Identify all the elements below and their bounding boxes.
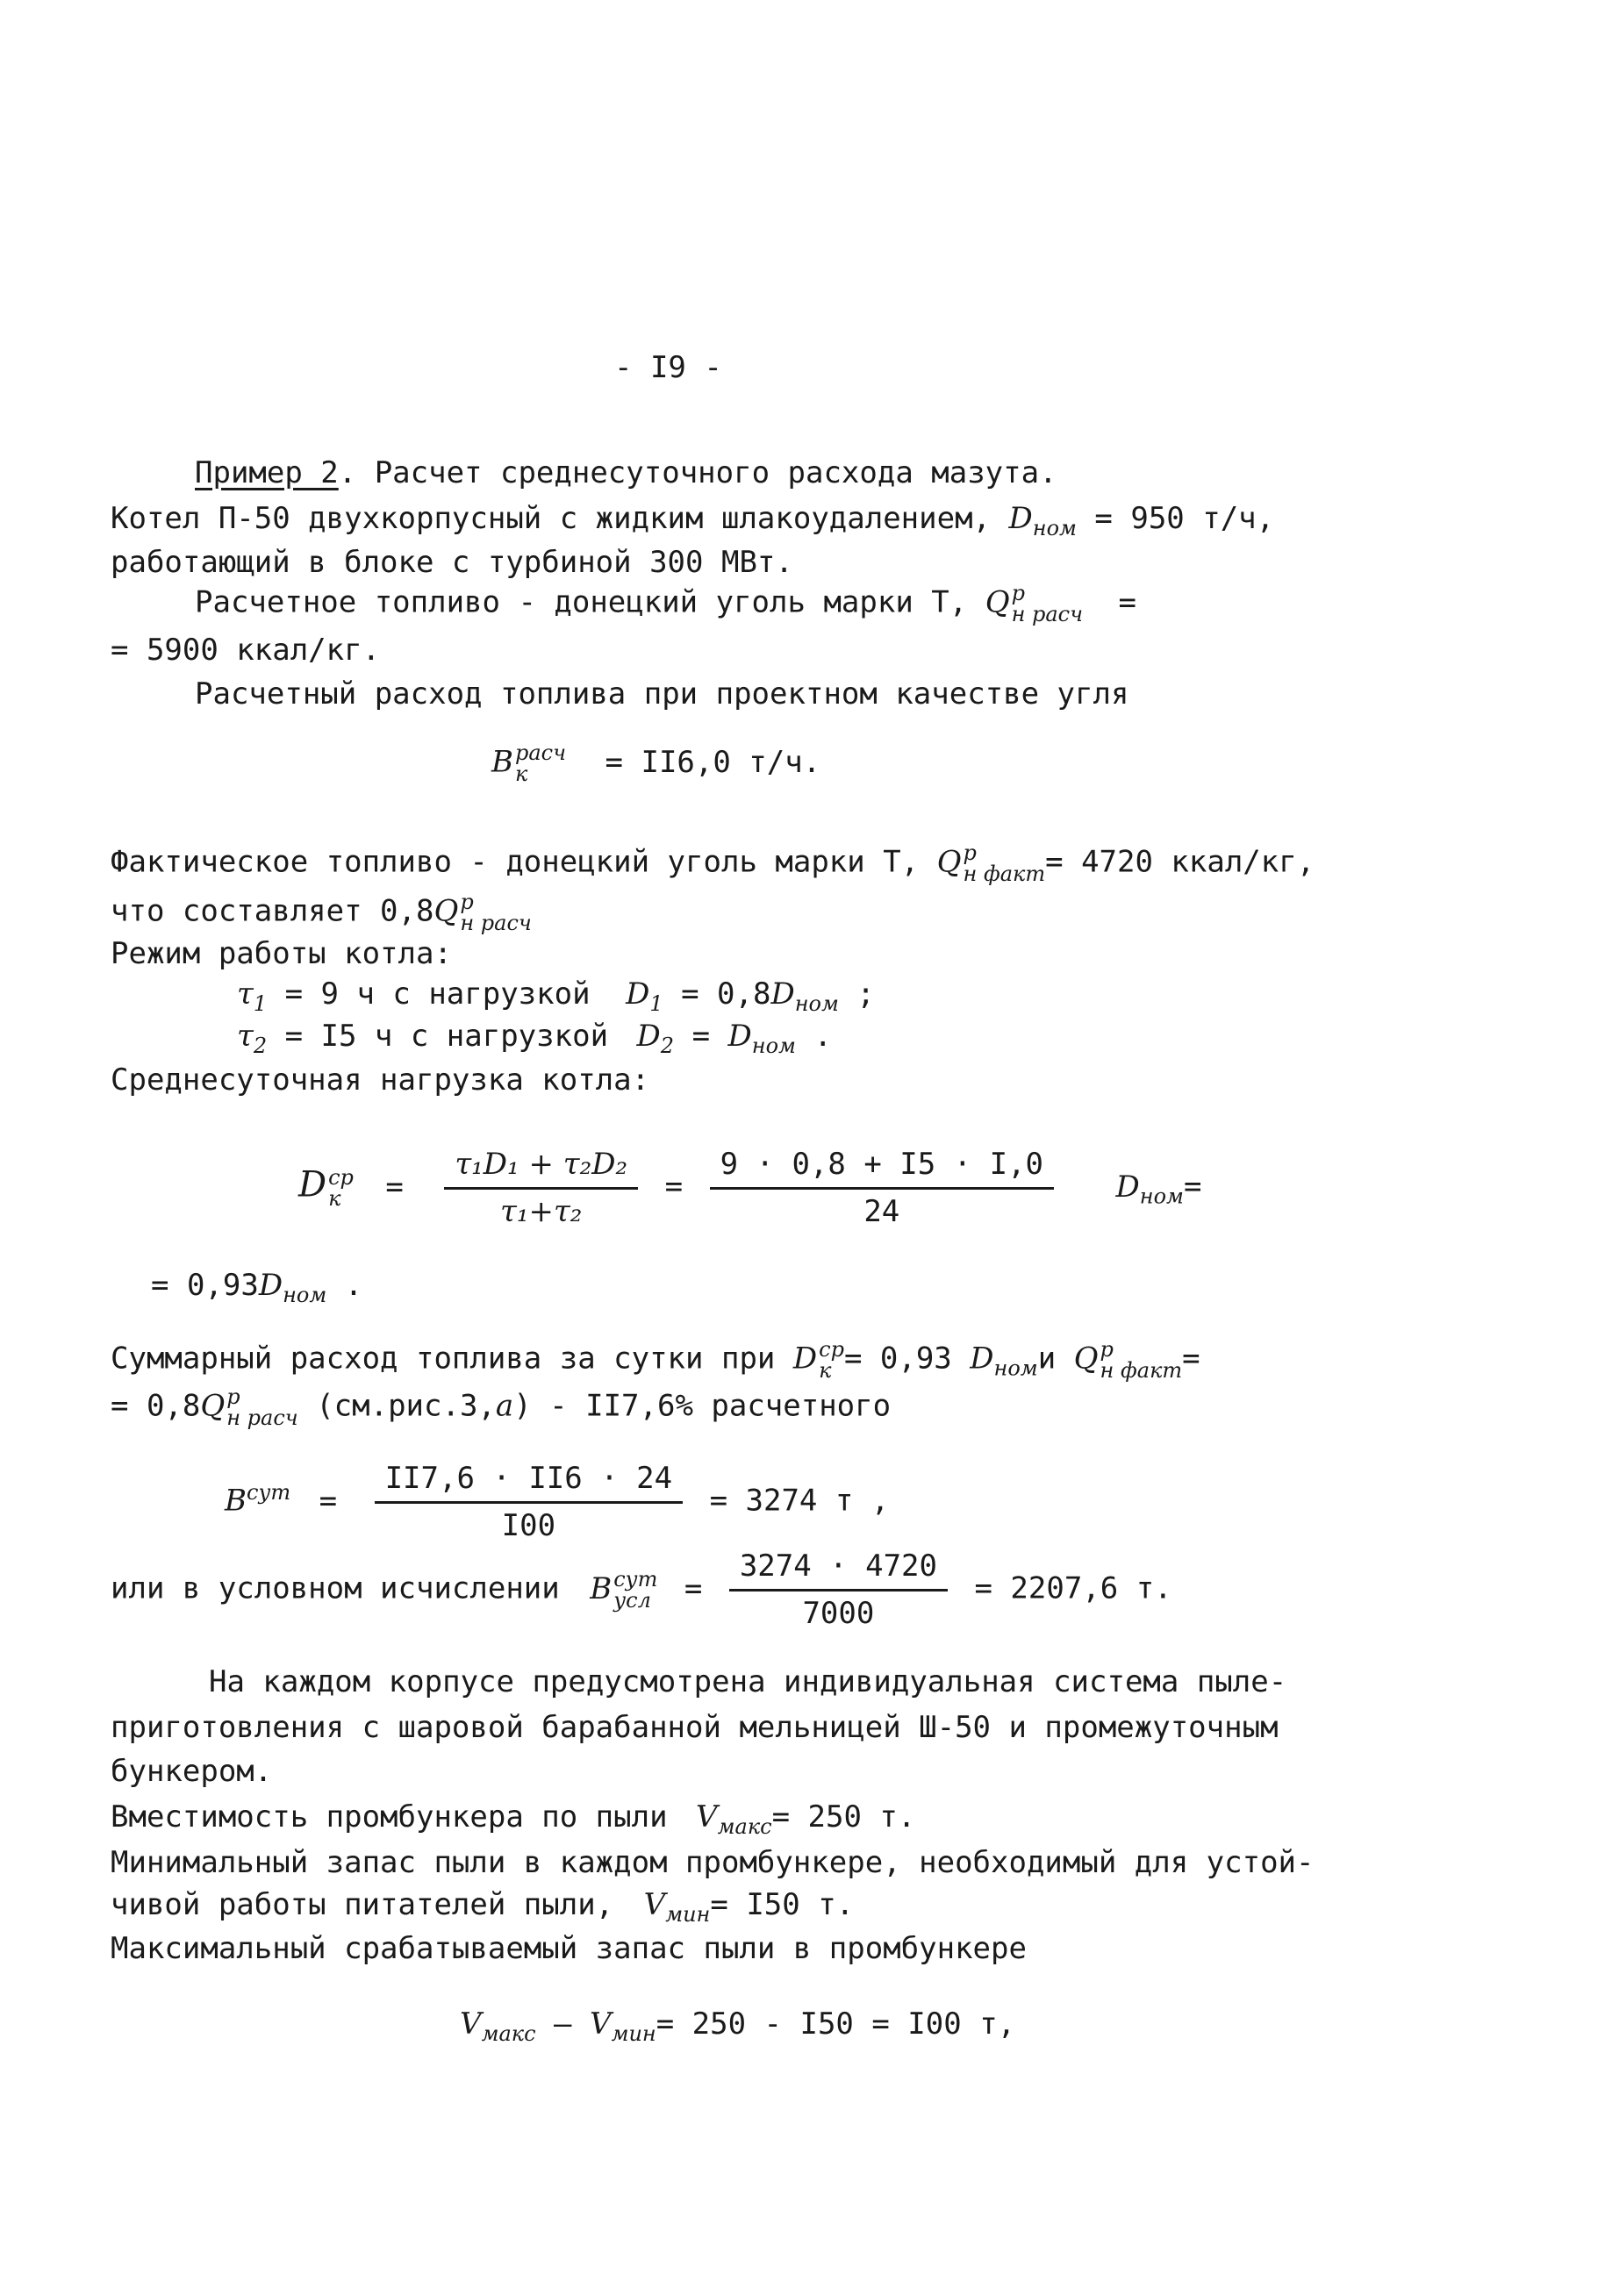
avg-load-result: = $0,93D_{ном}$ . <box>151 1268 363 1307</box>
actual-fuel-line-2: что составляет 0,8Q р н расч <box>111 890 532 935</box>
boiler-line-1: Котел П-50 двухкорпусный с жидким шлакоудалением, $D_{ном} = 950$ т/ч, <box>111 501 1275 540</box>
boiler-line-2: работающий в блоке с турбиной 300 МВт. <box>111 545 793 580</box>
page-number: - I9 - <box>614 350 722 385</box>
mode-tau-2: $\tau_2 = I5$ ч с нагрузкой $D_2 = D_{ном}$ . <box>237 1019 832 1058</box>
prep-line-2: приготовления с шаровой барабанной мельницей Ш-50 и промежуточным <box>111 1710 1279 1745</box>
min-reserve-line-2: чивой работы питателей пыли, $V_{мин}= I50$ т. <box>111 1887 855 1927</box>
daily-fraction: $\frac{II7,6 \cdot II6 \cdot 24}{I00}$ <box>375 1460 684 1544</box>
conditional-fraction: $\frac{3274 \cdot 4720}{7000}$ <box>729 1548 948 1632</box>
total-line-1: Суммарный расход топлива за сутки при D ср к = 0,93 $D_{ном}и$ Q р н факт = <box>111 1337 1200 1383</box>
design-fuel-line-2: = 5900 ккал/кг. <box>111 633 381 668</box>
max-reserve-title: Максимальный срабатываемый запас пыли в промбункере <box>111 1931 1027 1966</box>
avg-symbolic-fraction: $\frac{\text{τ₁D₁ + τ₂D₂}}{\text{τ₁+τ₂}}$ <box>444 1146 638 1230</box>
mode-tau-1: $\tau_1 = 9$ ч с нагрузкой $D_1 = 0,8D_{ном}$ ; <box>237 976 875 1016</box>
min-reserve-line-1: Минимальный запас пыли в каждом промбункере, необходимый для устой- <box>111 1845 1315 1880</box>
prep-line-1: На каждом корпусе предусмотрена индивидуальная система пыле- <box>209 1664 1287 1699</box>
design-fuel-line-1: Расчетное топливо - донецкий уголь марки Т, Q р н расч = <box>195 581 1137 626</box>
actual-fuel-line-1: Фактическое топливо - донецкий уголь марки Т, Q р н факт = 4720 ккал/кг, <box>111 840 1315 886</box>
daily-consumption-formula: $B^{сут}$ = $\frac{II7,6 \cdot II6 \cdot 24}{I00}$ = 3274 т , <box>225 1461 890 1543</box>
avg-load-formula: D ср к = $\frac{\text{τ₁D₁ + τ₂D₂}}{\text{τ₁+τ₂}}$ = $\frac{9 \cdot 0,8 + I5 \cdot I,0}{24}$ $D_{ном}=$ <box>298 1147 1202 1229</box>
design-consumption-text: Расчетный расход топлива при проектном качестве угля <box>195 676 1129 712</box>
capacity-line: Вместимость промбункера по пыли $V_{макс}= 250$ т. <box>111 1799 916 1839</box>
example-heading <box>195 454 1057 492</box>
conditional-fuel-formula: или в условном исчислении B сут усл = $\frac{3274 \cdot 4720}{7000}$ = 2207,6 т. <box>111 1549 1172 1631</box>
design-consumption-formula: B расч к = II6,0 т/ч. <box>491 740 821 786</box>
mode-title: Режим работы котла: <box>111 936 452 971</box>
avg-load-title: Среднесуточная нагрузка котла: <box>111 1062 650 1098</box>
prep-line-3: бункером. <box>111 1754 273 1789</box>
avg-numeric-fraction: $\frac{9 \cdot 0,8 + I5 \cdot I,0}{24}$ <box>710 1146 1054 1230</box>
example-label: Пример 2 <box>195 455 339 490</box>
total-line-2: = 0,8Q р н расч (см.рис.3,а) - II7,6% расчетного <box>111 1384 892 1430</box>
max-reserve-formula: $V_{макс} - V_{мин}= 250 - I50 = I00$ т, <box>460 2006 1016 2046</box>
example-title: . Расчет среднесуточного расхода мазута. <box>338 455 1057 490</box>
